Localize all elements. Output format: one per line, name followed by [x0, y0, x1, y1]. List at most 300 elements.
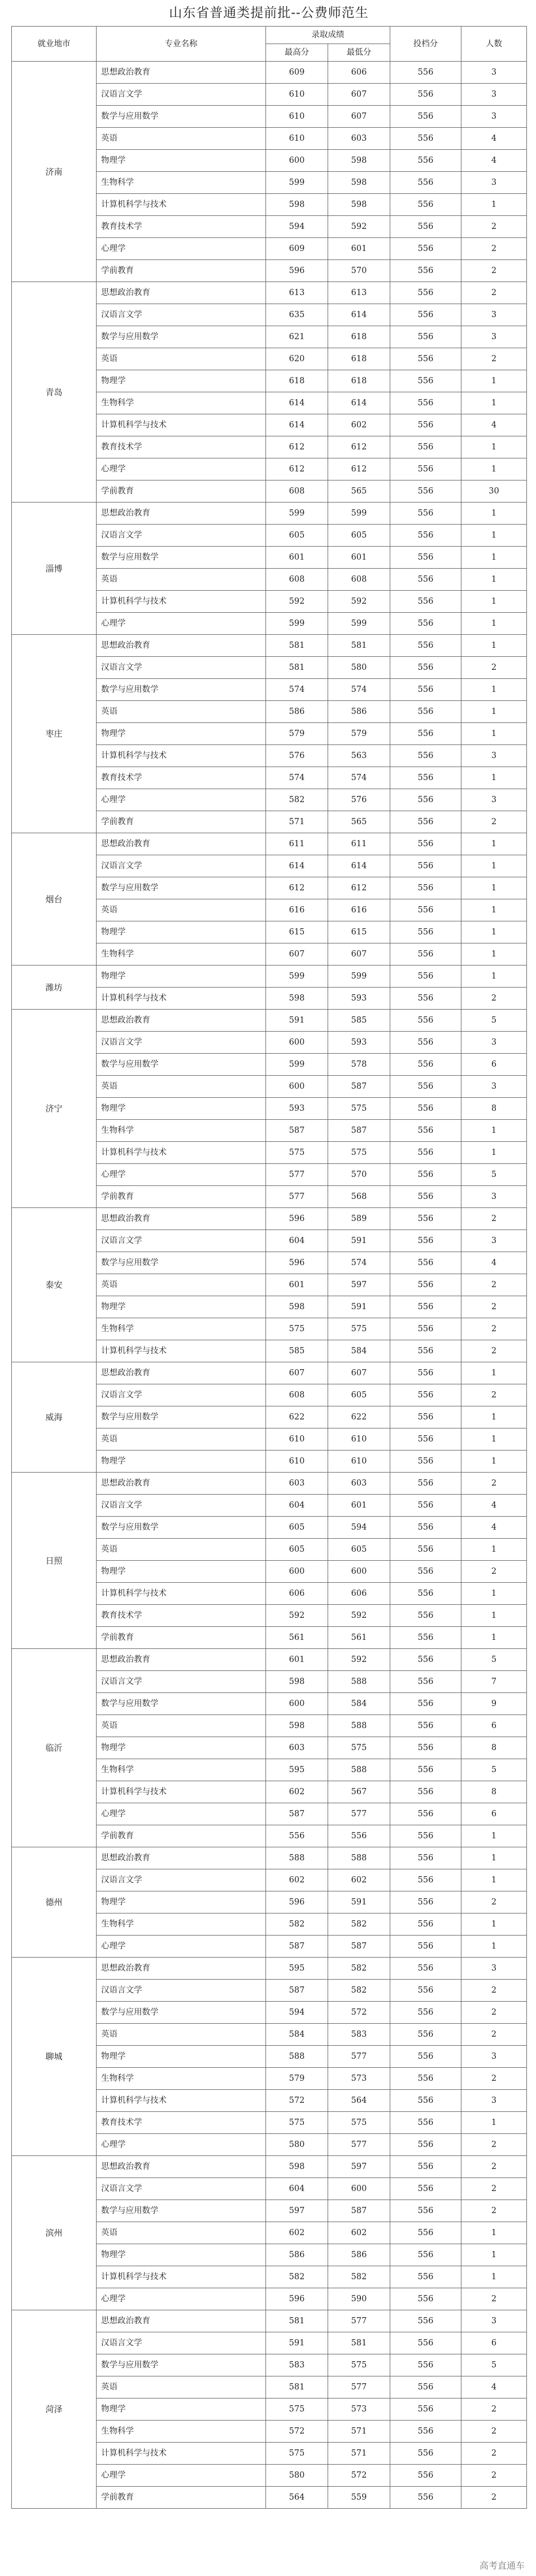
line-score-cell: 556	[390, 2244, 461, 2266]
min-score-cell: 603	[328, 128, 390, 150]
line-score-cell: 556	[390, 2354, 461, 2376]
line-score-cell: 556	[390, 2134, 461, 2156]
line-score-cell: 556	[390, 1605, 461, 1627]
major-cell: 汉语言文学	[97, 2332, 266, 2354]
line-score-cell: 556	[390, 1803, 461, 1825]
max-score-cell: 599	[266, 172, 328, 194]
min-score-cell: 575	[328, 1098, 390, 1120]
line-score-cell: 556	[390, 1781, 461, 1803]
min-score-cell: 565	[328, 480, 390, 503]
line-score-cell: 556	[390, 1693, 461, 1715]
line-score-cell: 556	[390, 1296, 461, 1318]
major-cell: 英语	[97, 348, 266, 370]
table-row	[12, 1362, 527, 1384]
min-score-cell: 607	[328, 1362, 390, 1384]
line-score-cell: 556	[390, 1164, 461, 1186]
count-cell: 1	[461, 767, 527, 789]
count-cell: 3	[461, 2090, 527, 2112]
count-cell: 1	[461, 1913, 527, 1936]
max-score-cell: 598	[266, 1671, 328, 1693]
min-score-cell: 565	[328, 811, 390, 833]
line-score-cell: 556	[390, 1958, 461, 1980]
major-cell: 物理学	[97, 2399, 266, 2421]
count-cell: 2	[461, 1980, 527, 2002]
table-row	[12, 1649, 527, 1671]
major-cell: 生物科学	[97, 1318, 266, 1340]
major-cell: 思想政治教育	[97, 1473, 266, 1495]
line-score-cell: 556	[390, 745, 461, 767]
line-score-cell: 556	[390, 282, 461, 304]
max-score-cell: 618	[266, 370, 328, 392]
max-score-cell: 574	[266, 767, 328, 789]
line-score-cell: 556	[390, 216, 461, 238]
major-cell: 英语	[97, 1715, 266, 1737]
count-cell: 2	[461, 1891, 527, 1913]
watermark: 高考直通车	[476, 2557, 528, 2573]
region-cell: 泰安	[12, 1208, 97, 1362]
count-cell: 1	[461, 194, 527, 216]
major-cell: 数学与应用数学	[97, 1693, 266, 1715]
line-score-cell: 556	[390, 1340, 461, 1362]
min-score-cell: 592	[328, 1649, 390, 1671]
table-row	[12, 282, 527, 304]
min-score-cell: 622	[328, 1406, 390, 1428]
major-cell: 计算机科学与技术	[97, 194, 266, 216]
count-cell: 3	[461, 2310, 527, 2332]
min-score-cell: 587	[328, 2200, 390, 2222]
max-score-cell: 605	[266, 1517, 328, 1539]
major-cell: 生物科学	[97, 1759, 266, 1781]
line-score-cell: 556	[390, 1980, 461, 2002]
max-score-cell: 599	[266, 1054, 328, 1076]
min-score-cell: 603	[328, 1473, 390, 1495]
line-score-cell: 556	[390, 1671, 461, 1693]
major-cell: 计算机科学与技术	[97, 1583, 266, 1605]
max-score-cell: 610	[266, 106, 328, 128]
max-score-cell: 596	[266, 260, 328, 282]
count-cell: 1	[461, 701, 527, 723]
min-score-cell: 574	[328, 679, 390, 701]
min-score-cell: 577	[328, 2310, 390, 2332]
line-score-cell: 556	[390, 1825, 461, 1847]
count-cell: 1	[461, 591, 527, 613]
major-cell: 汉语言文学	[97, 1869, 266, 1891]
min-score-cell: 592	[328, 591, 390, 613]
header-scores: 录取成绩	[266, 27, 390, 44]
max-score-cell: 610	[266, 1451, 328, 1473]
min-score-cell: 582	[328, 2266, 390, 2288]
line-score-cell: 556	[390, 2465, 461, 2487]
line-score-cell: 556	[390, 1010, 461, 1032]
max-score-cell: 598	[266, 988, 328, 1010]
line-score-cell: 556	[390, 1428, 461, 1451]
count-cell: 1	[461, 1825, 527, 1847]
major-cell: 计算机科学与技术	[97, 414, 266, 436]
max-score-cell: 603	[266, 1737, 328, 1759]
count-cell: 1	[461, 1362, 527, 1384]
count-cell: 2	[461, 1340, 527, 1362]
table-row	[12, 1473, 527, 1495]
major-cell: 物理学	[97, 1451, 266, 1473]
major-cell: 数学与应用数学	[97, 547, 266, 569]
count-cell: 5	[461, 1010, 527, 1032]
major-cell: 英语	[97, 569, 266, 591]
major-cell: 英语	[97, 1539, 266, 1561]
major-cell: 心理学	[97, 1936, 266, 1958]
line-score-cell: 556	[390, 2068, 461, 2090]
max-score-cell: 579	[266, 723, 328, 745]
count-cell: 2	[461, 2288, 527, 2310]
count-cell: 5	[461, 2354, 527, 2376]
max-score-cell: 606	[266, 1583, 328, 1605]
count-cell: 3	[461, 106, 527, 128]
max-score-cell: 602	[266, 1781, 328, 1803]
max-score-cell: 604	[266, 1495, 328, 1517]
major-cell: 英语	[97, 128, 266, 150]
count-cell: 3	[461, 326, 527, 348]
min-score-cell: 612	[328, 436, 390, 458]
major-cell: 英语	[97, 1076, 266, 1098]
count-cell: 3	[461, 745, 527, 767]
count-cell: 1	[461, 525, 527, 547]
major-cell: 学前教育	[97, 1825, 266, 1847]
min-score-cell: 618	[328, 370, 390, 392]
line-score-cell: 556	[390, 2112, 461, 2134]
min-score-cell: 612	[328, 877, 390, 899]
min-score-cell: 578	[328, 1054, 390, 1076]
min-score-cell: 606	[328, 62, 390, 84]
max-score-cell: 605	[266, 525, 328, 547]
line-score-cell: 556	[390, 899, 461, 921]
line-score-cell: 556	[390, 767, 461, 789]
count-cell: 2	[461, 1208, 527, 1230]
min-score-cell: 575	[328, 1318, 390, 1340]
max-score-cell: 576	[266, 745, 328, 767]
count-cell: 1	[461, 1142, 527, 1164]
min-score-cell: 586	[328, 2244, 390, 2266]
min-score-cell: 600	[328, 2178, 390, 2200]
min-score-cell: 589	[328, 1208, 390, 1230]
min-score-cell: 608	[328, 569, 390, 591]
max-score-cell: 593	[266, 1098, 328, 1120]
count-cell: 1	[461, 635, 527, 657]
min-score-cell: 587	[328, 1120, 390, 1142]
region-cell: 滨州	[12, 2156, 97, 2310]
major-cell: 汉语言文学	[97, 1980, 266, 2002]
count-cell: 2	[461, 1318, 527, 1340]
line-score-cell: 556	[390, 2178, 461, 2200]
max-score-cell: 610	[266, 84, 328, 106]
max-score-cell: 610	[266, 1428, 328, 1451]
line-score-cell: 556	[390, 414, 461, 436]
count-cell: 2	[461, 282, 527, 304]
min-score-cell: 600	[328, 1561, 390, 1583]
major-cell: 计算机科学与技术	[97, 591, 266, 613]
max-score-cell: 582	[266, 2266, 328, 2288]
min-score-cell: 577	[328, 1803, 390, 1825]
count-cell: 2	[461, 260, 527, 282]
count-cell: 1	[461, 899, 527, 921]
count-cell: 1	[461, 833, 527, 855]
count-cell: 1	[461, 1451, 527, 1473]
max-score-cell: 581	[266, 657, 328, 679]
major-cell: 学前教育	[97, 1186, 266, 1208]
line-score-cell: 556	[390, 1561, 461, 1583]
min-score-cell: 583	[328, 2024, 390, 2046]
count-cell: 2	[461, 2024, 527, 2046]
max-score-cell: 575	[266, 1142, 328, 1164]
min-score-cell: 576	[328, 789, 390, 811]
count-cell: 2	[461, 2178, 527, 2200]
max-score-cell: 601	[266, 1649, 328, 1671]
line-score-cell: 556	[390, 723, 461, 745]
line-score-cell: 556	[390, 921, 461, 943]
line-score-cell: 556	[390, 2156, 461, 2178]
count-cell: 3	[461, 1230, 527, 1252]
min-score-cell: 613	[328, 282, 390, 304]
region-cell: 济宁	[12, 1010, 97, 1208]
line-score-cell: 556	[390, 84, 461, 106]
min-score-cell: 579	[328, 723, 390, 745]
min-score-cell: 601	[328, 547, 390, 569]
major-cell: 物理学	[97, 150, 266, 172]
major-cell: 汉语言文学	[97, 855, 266, 877]
count-cell: 1	[461, 392, 527, 414]
count-cell: 4	[461, 414, 527, 436]
min-score-cell: 618	[328, 348, 390, 370]
count-cell: 2	[461, 2399, 527, 2421]
line-score-cell: 556	[390, 2399, 461, 2421]
line-score-cell: 556	[390, 304, 461, 326]
page-title: 山东省普通类提前批--公费师范生	[169, 6, 369, 20]
major-cell: 物理学	[97, 921, 266, 943]
line-score-cell: 556	[390, 635, 461, 657]
count-cell: 2	[461, 1473, 527, 1495]
line-score-cell: 556	[390, 789, 461, 811]
min-score-cell: 580	[328, 657, 390, 679]
major-cell: 思想政治教育	[97, 1649, 266, 1671]
min-score-cell: 584	[328, 1340, 390, 1362]
max-score-cell: 608	[266, 569, 328, 591]
count-cell: 3	[461, 84, 527, 106]
min-score-cell: 577	[328, 2134, 390, 2156]
line-score-cell: 556	[390, 1230, 461, 1252]
major-cell: 数学与应用数学	[97, 679, 266, 701]
major-cell: 生物科学	[97, 2421, 266, 2443]
table-row	[12, 833, 527, 855]
region-cell: 青岛	[12, 282, 97, 503]
table-row	[12, 2156, 527, 2178]
max-score-cell: 600	[266, 1032, 328, 1054]
max-score-cell: 582	[266, 789, 328, 811]
count-cell: 2	[461, 2443, 527, 2465]
major-cell: 计算机科学与技术	[97, 2443, 266, 2465]
major-cell: 心理学	[97, 789, 266, 811]
line-score-cell: 556	[390, 1649, 461, 1671]
min-score-cell: 602	[328, 414, 390, 436]
major-cell: 心理学	[97, 2134, 266, 2156]
max-score-cell: 575	[266, 2112, 328, 2134]
max-score-cell: 582	[266, 1913, 328, 1936]
line-score-cell: 556	[390, 1076, 461, 1098]
min-score-cell: 572	[328, 2465, 390, 2487]
major-cell: 生物科学	[97, 392, 266, 414]
count-cell: 9	[461, 1693, 527, 1715]
count-cell: 1	[461, 921, 527, 943]
max-score-cell: 591	[266, 1010, 328, 1032]
line-score-cell: 556	[390, 2222, 461, 2244]
max-score-cell: 608	[266, 1384, 328, 1406]
table-header	[12, 27, 527, 62]
max-score-cell: 588	[266, 2046, 328, 2068]
count-cell: 1	[461, 2222, 527, 2244]
max-score-cell: 580	[266, 2134, 328, 2156]
count-cell: 2	[461, 2465, 527, 2487]
line-score-cell: 556	[390, 569, 461, 591]
count-cell: 2	[461, 1296, 527, 1318]
min-score-cell: 584	[328, 1693, 390, 1715]
major-cell: 数学与应用数学	[97, 2200, 266, 2222]
count-cell: 30	[461, 480, 527, 503]
line-score-cell: 556	[390, 701, 461, 723]
line-score-cell: 556	[390, 1473, 461, 1495]
major-cell: 物理学	[97, 2244, 266, 2266]
line-score-cell: 556	[390, 1583, 461, 1605]
count-cell: 1	[461, 1539, 527, 1561]
max-score-cell: 581	[266, 2310, 328, 2332]
line-score-cell: 556	[390, 348, 461, 370]
count-cell: 2	[461, 1274, 527, 1296]
min-score-cell: 598	[328, 194, 390, 216]
major-cell: 物理学	[97, 1737, 266, 1759]
line-score-cell: 556	[390, 62, 461, 84]
major-cell: 计算机科学与技术	[97, 2090, 266, 2112]
line-score-cell: 556	[390, 1186, 461, 1208]
line-score-cell: 556	[390, 436, 461, 458]
line-score-cell: 556	[390, 238, 461, 260]
line-score-cell: 556	[390, 833, 461, 855]
min-score-cell: 575	[328, 1142, 390, 1164]
max-score-cell: 603	[266, 1473, 328, 1495]
min-score-cell: 585	[328, 1010, 390, 1032]
table-row	[12, 1208, 527, 1230]
line-score-cell: 556	[390, 480, 461, 503]
major-cell: 思想政治教育	[97, 1208, 266, 1230]
max-score-cell: 577	[266, 1186, 328, 1208]
table-row	[12, 966, 527, 988]
line-score-cell: 556	[390, 1627, 461, 1649]
line-score-cell: 556	[390, 458, 461, 480]
header-major: 专业名称	[97, 27, 266, 62]
min-score-cell: 616	[328, 899, 390, 921]
line-score-cell: 556	[390, 1891, 461, 1913]
major-cell: 计算机科学与技术	[97, 1781, 266, 1803]
min-score-cell: 573	[328, 2399, 390, 2421]
major-cell: 思想政治教育	[97, 503, 266, 525]
line-score-cell: 556	[390, 657, 461, 679]
major-cell: 物理学	[97, 1561, 266, 1583]
max-score-cell: 599	[266, 966, 328, 988]
min-score-cell: 614	[328, 855, 390, 877]
line-score-cell: 556	[390, 525, 461, 547]
region-cell: 济南	[12, 62, 97, 282]
min-score-cell: 564	[328, 2090, 390, 2112]
header-line: 投档分	[390, 27, 461, 62]
min-score-cell: 572	[328, 2002, 390, 2024]
min-score-cell: 605	[328, 1384, 390, 1406]
max-score-cell: 580	[266, 2465, 328, 2487]
max-score-cell: 581	[266, 2376, 328, 2399]
max-score-cell: 587	[266, 1936, 328, 1958]
max-score-cell: 581	[266, 635, 328, 657]
count-cell: 1	[461, 1605, 527, 1627]
max-score-cell: 604	[266, 2178, 328, 2200]
count-cell: 2	[461, 348, 527, 370]
max-score-cell: 595	[266, 1958, 328, 1980]
line-score-cell: 556	[390, 2266, 461, 2288]
major-cell: 学前教育	[97, 1627, 266, 1649]
line-score-cell: 556	[390, 855, 461, 877]
admission-table	[11, 26, 527, 2509]
line-score-cell: 556	[390, 1936, 461, 1958]
line-score-cell: 556	[390, 1847, 461, 1869]
max-score-cell: 615	[266, 921, 328, 943]
count-cell: 1	[461, 1120, 527, 1142]
line-score-cell: 556	[390, 1384, 461, 1406]
min-score-cell: 601	[328, 238, 390, 260]
max-score-cell: 601	[266, 1274, 328, 1296]
line-score-cell: 556	[390, 591, 461, 613]
count-cell: 1	[461, 1627, 527, 1649]
region-cell: 日照	[12, 1473, 97, 1649]
major-cell: 教育技术学	[97, 767, 266, 789]
major-cell: 数学与应用数学	[97, 106, 266, 128]
major-cell: 生物科学	[97, 943, 266, 966]
major-cell: 物理学	[97, 2046, 266, 2068]
count-cell: 2	[461, 2487, 527, 2509]
min-score-cell: 598	[328, 172, 390, 194]
table-row	[12, 2310, 527, 2332]
max-score-cell: 598	[266, 1296, 328, 1318]
min-score-cell: 607	[328, 106, 390, 128]
major-cell: 数学与应用数学	[97, 2354, 266, 2376]
min-score-cell: 615	[328, 921, 390, 943]
max-score-cell: 600	[266, 1076, 328, 1098]
line-score-cell: 556	[390, 326, 461, 348]
max-score-cell: 597	[266, 2200, 328, 2222]
region-cell: 聊城	[12, 1958, 97, 2156]
major-cell: 数学与应用数学	[97, 1517, 266, 1539]
count-cell: 1	[461, 1428, 527, 1451]
max-score-cell: 620	[266, 348, 328, 370]
major-cell: 数学与应用数学	[97, 1054, 266, 1076]
min-score-cell: 593	[328, 988, 390, 1010]
line-score-cell: 556	[390, 2487, 461, 2509]
min-score-cell: 575	[328, 1737, 390, 1759]
count-cell: 2	[461, 988, 527, 1010]
major-cell: 教育技术学	[97, 436, 266, 458]
max-score-cell: 587	[266, 1803, 328, 1825]
major-cell: 思想政治教育	[97, 62, 266, 84]
max-score-cell: 572	[266, 2421, 328, 2443]
region-cell: 枣庄	[12, 635, 97, 833]
min-score-cell: 599	[328, 613, 390, 635]
max-score-cell: 616	[266, 899, 328, 921]
major-cell: 计算机科学与技术	[97, 745, 266, 767]
max-score-cell: 611	[266, 833, 328, 855]
min-score-cell: 607	[328, 943, 390, 966]
region-cell: 淄博	[12, 503, 97, 635]
